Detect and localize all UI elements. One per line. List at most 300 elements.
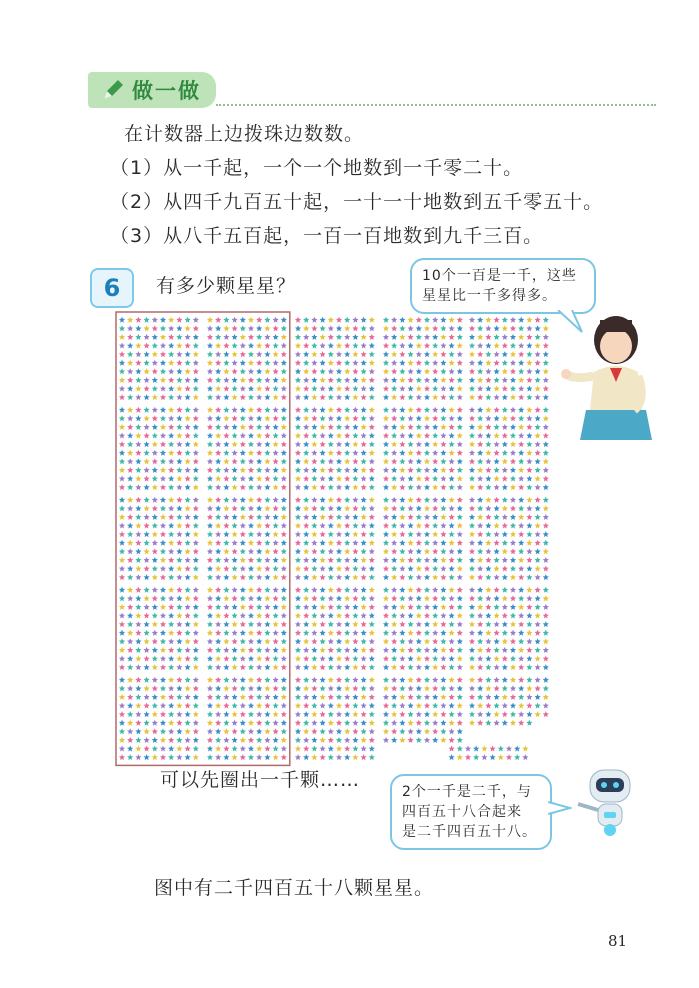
star — [127, 737, 133, 743]
star — [399, 386, 405, 392]
star — [273, 531, 279, 537]
star — [248, 677, 254, 683]
star — [273, 424, 279, 430]
star — [526, 433, 532, 439]
star — [281, 621, 287, 627]
star — [248, 450, 254, 456]
star — [457, 728, 463, 734]
star — [535, 467, 541, 473]
star — [352, 737, 358, 743]
star — [469, 647, 475, 653]
star — [457, 360, 463, 366]
star — [344, 574, 350, 580]
star — [273, 394, 279, 400]
star — [240, 497, 246, 503]
star — [416, 548, 422, 554]
star — [391, 728, 397, 734]
star — [424, 630, 430, 636]
star — [240, 604, 246, 610]
star — [391, 595, 397, 601]
star — [281, 647, 287, 653]
star — [160, 711, 166, 717]
star — [361, 621, 367, 627]
star — [344, 728, 350, 734]
star — [311, 720, 317, 726]
star — [473, 746, 479, 752]
star — [526, 343, 532, 349]
star — [336, 433, 342, 439]
star — [185, 441, 191, 447]
star — [457, 351, 463, 357]
star — [361, 711, 367, 717]
star — [185, 548, 191, 554]
star — [510, 343, 516, 349]
star — [135, 656, 141, 662]
star — [440, 656, 446, 662]
star — [303, 441, 309, 447]
star — [328, 621, 334, 627]
star — [295, 351, 301, 357]
star — [502, 587, 508, 593]
star — [223, 415, 229, 421]
star — [328, 325, 334, 331]
star — [232, 557, 238, 563]
star — [502, 476, 508, 482]
star — [391, 548, 397, 554]
star — [119, 604, 125, 610]
star — [144, 728, 150, 734]
star — [264, 531, 270, 537]
star — [469, 394, 475, 400]
star — [416, 523, 422, 529]
star — [399, 484, 405, 490]
star — [510, 647, 516, 653]
star — [281, 720, 287, 726]
star — [361, 595, 367, 601]
star — [311, 325, 317, 331]
star — [344, 638, 350, 644]
star — [295, 343, 301, 349]
star — [193, 557, 199, 563]
star — [485, 433, 491, 439]
star — [391, 720, 397, 726]
star — [440, 497, 446, 503]
star — [369, 360, 375, 366]
star — [352, 424, 358, 430]
star — [494, 514, 500, 520]
star — [160, 450, 166, 456]
star — [361, 587, 367, 593]
star — [144, 604, 150, 610]
star — [295, 737, 301, 743]
star — [518, 557, 524, 563]
star — [369, 343, 375, 349]
star — [432, 604, 438, 610]
star — [369, 458, 375, 464]
star — [457, 497, 463, 503]
star — [494, 325, 500, 331]
star — [383, 728, 389, 734]
star — [383, 368, 389, 374]
star — [424, 638, 430, 644]
star — [494, 523, 500, 529]
star — [119, 514, 125, 520]
star — [185, 621, 191, 627]
star — [502, 360, 508, 366]
star — [264, 638, 270, 644]
star — [477, 368, 483, 374]
star — [273, 746, 279, 752]
star — [399, 317, 405, 323]
star — [391, 497, 397, 503]
star — [543, 711, 549, 717]
star — [160, 497, 166, 503]
star — [494, 703, 500, 709]
star — [119, 638, 125, 644]
star — [144, 433, 150, 439]
star — [281, 377, 287, 383]
star — [127, 497, 133, 503]
star — [502, 685, 508, 691]
star — [264, 540, 270, 546]
star — [240, 325, 246, 331]
star — [336, 531, 342, 537]
star — [408, 557, 414, 563]
star — [361, 685, 367, 691]
star — [502, 540, 508, 546]
star — [344, 540, 350, 546]
star — [160, 377, 166, 383]
star — [328, 450, 334, 456]
star — [416, 685, 422, 691]
star — [303, 514, 309, 520]
star — [457, 368, 463, 374]
star — [408, 484, 414, 490]
star — [502, 386, 508, 392]
star — [361, 746, 367, 752]
star — [449, 566, 455, 572]
star — [361, 407, 367, 413]
star — [311, 317, 317, 323]
star — [361, 638, 367, 644]
star — [485, 548, 491, 554]
star — [477, 540, 483, 546]
star — [543, 458, 549, 464]
star — [144, 351, 150, 357]
star — [399, 548, 405, 554]
star — [295, 531, 301, 537]
star — [273, 467, 279, 473]
star — [320, 664, 326, 670]
star — [408, 574, 414, 580]
star — [510, 360, 516, 366]
star — [256, 514, 262, 520]
star — [160, 343, 166, 349]
star — [193, 720, 199, 726]
star — [369, 484, 375, 490]
star — [352, 728, 358, 734]
star — [477, 360, 483, 366]
star — [502, 458, 508, 464]
star — [477, 677, 483, 683]
star — [494, 476, 500, 482]
star — [424, 540, 430, 546]
star — [144, 746, 150, 752]
star — [408, 415, 414, 421]
star — [264, 505, 270, 511]
star — [518, 703, 524, 709]
star — [152, 604, 158, 610]
star — [432, 531, 438, 537]
star — [232, 458, 238, 464]
star — [127, 746, 133, 752]
star — [193, 587, 199, 593]
star — [449, 621, 455, 627]
star — [457, 467, 463, 473]
star — [494, 664, 500, 670]
star — [119, 394, 125, 400]
star — [469, 630, 475, 636]
star — [510, 703, 516, 709]
star — [152, 711, 158, 717]
star — [391, 587, 397, 593]
star — [311, 450, 317, 456]
star — [477, 621, 483, 627]
star — [502, 467, 508, 473]
star — [344, 458, 350, 464]
star — [518, 458, 524, 464]
star — [176, 514, 182, 520]
star — [168, 424, 174, 430]
star — [543, 677, 549, 683]
star — [369, 613, 375, 619]
star — [457, 458, 463, 464]
star — [264, 334, 270, 340]
star — [240, 433, 246, 439]
star — [295, 458, 301, 464]
star — [144, 685, 150, 691]
star — [207, 711, 213, 717]
star — [240, 476, 246, 482]
star — [457, 394, 463, 400]
star — [391, 433, 397, 439]
star — [240, 647, 246, 653]
star — [440, 467, 446, 473]
star — [119, 595, 125, 601]
star — [176, 557, 182, 563]
star — [240, 317, 246, 323]
star — [207, 548, 213, 554]
star — [449, 656, 455, 662]
star — [160, 317, 166, 323]
star — [232, 694, 238, 700]
star — [361, 523, 367, 529]
star — [311, 574, 317, 580]
star — [303, 548, 309, 554]
star — [223, 377, 229, 383]
star — [391, 566, 397, 572]
star — [543, 647, 549, 653]
star — [281, 368, 287, 374]
star — [232, 566, 238, 572]
star — [424, 613, 430, 619]
star — [383, 540, 389, 546]
star — [223, 630, 229, 636]
star — [160, 656, 166, 662]
star — [535, 540, 541, 546]
star — [449, 424, 455, 430]
star — [369, 450, 375, 456]
star — [449, 415, 455, 421]
star — [303, 415, 309, 421]
star — [408, 630, 414, 636]
star — [416, 630, 422, 636]
star — [440, 703, 446, 709]
star — [232, 343, 238, 349]
star — [160, 484, 166, 490]
star — [361, 574, 367, 580]
star — [152, 433, 158, 439]
star — [408, 368, 414, 374]
star — [303, 587, 309, 593]
star — [144, 441, 150, 447]
star — [152, 720, 158, 726]
star — [424, 694, 430, 700]
star — [477, 334, 483, 340]
star — [457, 656, 463, 662]
star — [518, 325, 524, 331]
star — [416, 664, 422, 670]
star — [526, 484, 532, 490]
star — [135, 604, 141, 610]
star — [328, 343, 334, 349]
star — [256, 746, 262, 752]
star — [152, 737, 158, 743]
star — [440, 394, 446, 400]
star — [207, 377, 213, 383]
star — [176, 334, 182, 340]
star — [160, 476, 166, 482]
star — [240, 566, 246, 572]
star — [311, 424, 317, 430]
star — [176, 433, 182, 439]
star — [320, 703, 326, 709]
star — [311, 664, 317, 670]
star — [457, 325, 463, 331]
star — [127, 484, 133, 490]
star — [535, 595, 541, 601]
star — [264, 325, 270, 331]
star — [485, 377, 491, 383]
star — [176, 548, 182, 554]
star — [469, 523, 475, 529]
star — [424, 587, 430, 593]
star — [328, 574, 334, 580]
star — [469, 703, 475, 709]
star — [399, 587, 405, 593]
star — [518, 540, 524, 546]
star — [352, 450, 358, 456]
star — [135, 566, 141, 572]
star — [416, 711, 422, 717]
star — [119, 334, 125, 340]
star — [526, 630, 532, 636]
star — [223, 557, 229, 563]
star — [344, 630, 350, 636]
star — [449, 458, 455, 464]
star — [320, 497, 326, 503]
star — [535, 441, 541, 447]
star — [311, 386, 317, 392]
star — [256, 334, 262, 340]
star — [193, 613, 199, 619]
star — [485, 484, 491, 490]
star — [336, 450, 342, 456]
star — [344, 685, 350, 691]
star — [185, 630, 191, 636]
star — [303, 424, 309, 430]
star — [469, 386, 475, 392]
star — [144, 467, 150, 473]
star — [295, 325, 301, 331]
star — [135, 351, 141, 357]
star — [336, 685, 342, 691]
star — [127, 677, 133, 683]
star — [135, 630, 141, 636]
star — [383, 441, 389, 447]
star — [510, 694, 516, 700]
star — [248, 317, 254, 323]
star — [510, 377, 516, 383]
star — [440, 523, 446, 529]
star — [477, 505, 483, 511]
star — [328, 540, 334, 546]
star — [256, 613, 262, 619]
star — [168, 458, 174, 464]
star — [469, 317, 475, 323]
star — [352, 664, 358, 670]
star — [168, 484, 174, 490]
star — [485, 523, 491, 529]
star — [440, 484, 446, 490]
star — [264, 467, 270, 473]
star — [391, 613, 397, 619]
star — [440, 574, 446, 580]
star — [240, 377, 246, 383]
star — [240, 424, 246, 430]
star — [176, 325, 182, 331]
star — [526, 360, 532, 366]
star — [477, 656, 483, 662]
star — [240, 677, 246, 683]
star — [248, 613, 254, 619]
star — [336, 694, 342, 700]
star — [256, 604, 262, 610]
star — [193, 360, 199, 366]
star — [336, 664, 342, 670]
star — [416, 441, 422, 447]
example-question: 有多少颗星星？ — [156, 275, 297, 297]
star — [248, 595, 254, 601]
star — [432, 450, 438, 456]
star — [391, 694, 397, 700]
star — [135, 574, 141, 580]
star — [127, 540, 133, 546]
star — [457, 621, 463, 627]
star — [135, 415, 141, 421]
star — [168, 377, 174, 383]
star — [408, 360, 414, 366]
